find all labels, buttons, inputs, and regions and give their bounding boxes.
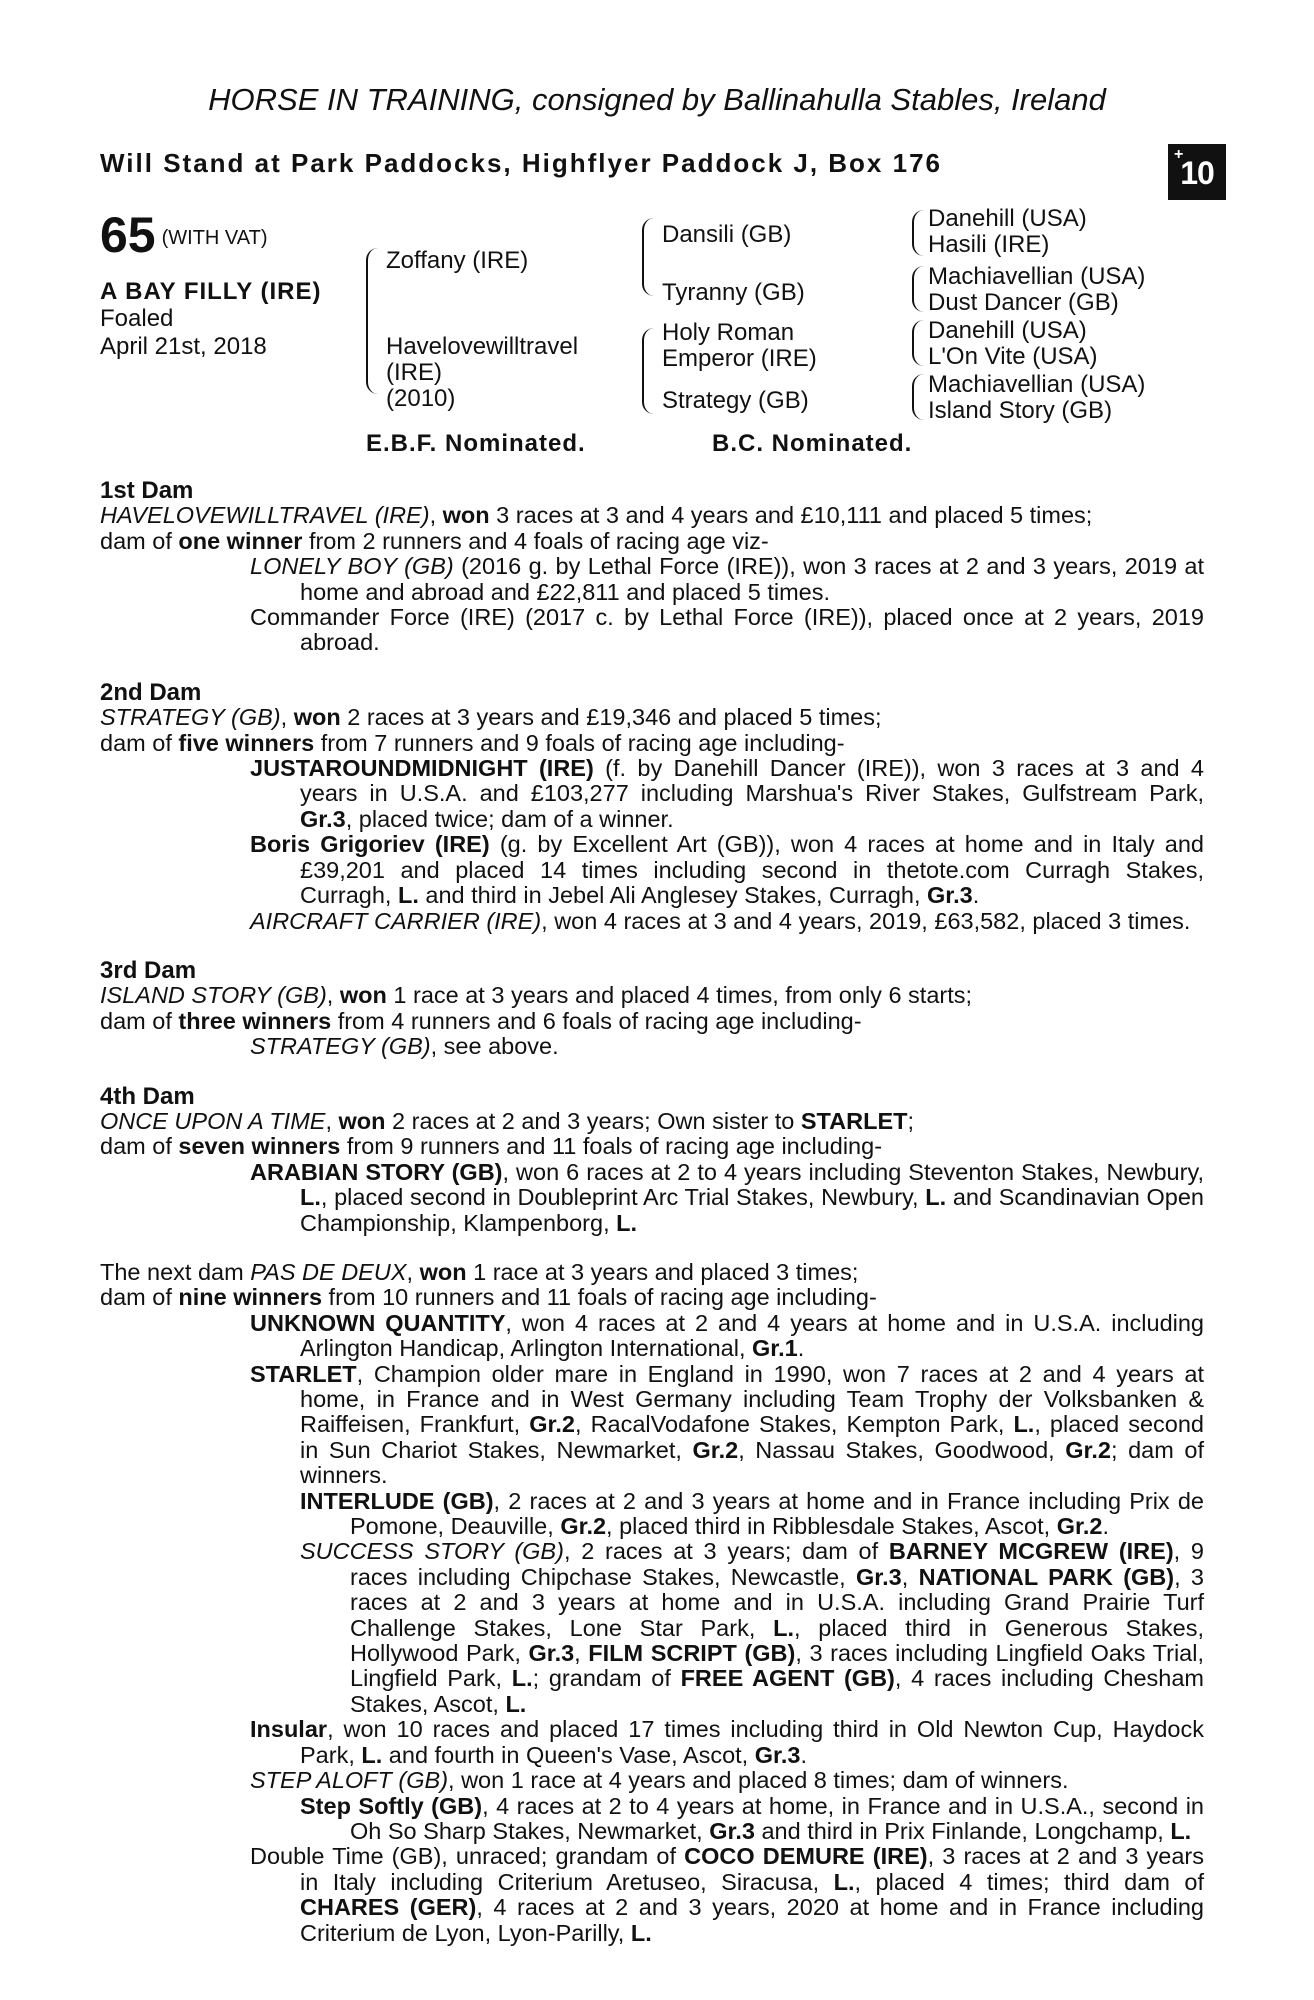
grade: L.	[300, 1184, 321, 1211]
grade: Gr.3	[528, 1640, 575, 1667]
text: ,	[574, 1640, 589, 1667]
text: 1 race at 3 years and placed 4 times, from only 6 starts;	[386, 982, 973, 1009]
grade: Gr.3	[300, 805, 346, 832]
produce-entry	[100, 1362, 1204, 1489]
horse-name: ONCE UPON A TIME	[100, 1107, 326, 1134]
winner-count: three winners	[178, 1007, 332, 1034]
next-dam-produce-line	[100, 1285, 1204, 1310]
next-dam-line: The next dam PAS DE DEUX, won 1 race at 3 years and placed 3 times;	[100, 1258, 859, 1285]
text: ; dam of winners.	[300, 1436, 1204, 1489]
fourth-dam-line: ONCE UPON A TIME, won 2 races at 2 and 3 years; Own sister to STARLET;	[100, 1107, 915, 1134]
pedigree-brace	[366, 248, 378, 394]
lot-number	[100, 206, 268, 264]
dam-line-1: Havelovewilltravel	[386, 333, 579, 360]
second-dam-produce-line	[100, 731, 1204, 756]
text: , 4 races at 2 and 3 years, 2020 at home and in France including Criterium de Lyon, Lyon-Parilly,	[300, 1894, 1204, 1946]
lot-badge	[1168, 144, 1226, 200]
text: from 4 runners and 6 foals of racing age including-	[331, 1007, 862, 1034]
pedigree-brace	[912, 266, 924, 312]
winner-count: five winners	[178, 729, 315, 756]
grade: Gr.3	[709, 1817, 755, 1844]
winner-count: nine winners	[178, 1284, 323, 1311]
text: , placed third in Generous Stakes, Hollywood Park,	[350, 1614, 1204, 1667]
text: , placed twice; dam of a winner.	[345, 805, 674, 832]
text: , won 1 race at 4 years and placed 8 times; dam of winners.	[448, 1767, 1069, 1794]
ancestor: Machiavellian (USA)	[928, 263, 1146, 290]
horse-name: CHARES (GER)	[300, 1894, 477, 1921]
text: 3 races at 3 and 4 years and £10,111 and placed 5 times;	[489, 502, 1093, 529]
horse-name: LONELY BOY (GB)	[250, 553, 454, 580]
produce-record	[100, 478, 1204, 1946]
dam-line-3: (2010)	[386, 385, 456, 412]
produce-entry	[100, 1539, 1204, 1717]
text: (f. by Danehill Dancer (IRE)), won 3 races at 3 and 4 years in U.S.A. and £103,277 including Marshua's River Stakes, Gulfstream Park,	[300, 755, 1204, 807]
text: 1 race at 3 years and placed 3 times;	[466, 1258, 859, 1285]
text: The next dam	[100, 1258, 251, 1285]
badge-number: 10	[1180, 155, 1214, 191]
sire: Zoffany (IRE)	[386, 247, 529, 274]
horse-name: COCO DEMURE (IRE)	[684, 1843, 928, 1870]
ebf-nominated: E.B.F. Nominated.	[366, 430, 586, 457]
horse-name: STRATEGY (GB)	[250, 1033, 431, 1060]
ancestor: Hasili (IRE)	[928, 231, 1050, 258]
produce-entry	[100, 1794, 1204, 1845]
grandsire-2-line-1: Holy Roman	[662, 319, 795, 346]
text: and fourth in Queen's Vase, Ascot,	[382, 1741, 755, 1768]
fourth-dam-heading: 4th Dam	[100, 1082, 195, 1110]
horse-name: AIRCRAFT CARRIER (IRE)	[250, 907, 542, 934]
text: (2016 g. by Lethal Force (IRE)), won 3 races at 2 and 3 years, 2019 at home and abroad and £22,811 and placed 5 times.	[300, 553, 1204, 605]
second-dam-heading: 2nd Dam	[100, 678, 202, 706]
text: , placed 4 times; third dam of	[854, 1868, 1204, 1895]
horse-name: BARNEY MCGREW (IRE)	[888, 1538, 1174, 1565]
text: 2 races at 3 years and £19,346 and placed 5 times;	[340, 704, 882, 731]
winner-count: seven winners	[178, 1133, 341, 1160]
text: , 3 races at 2 and 3 years in Italy including Criterium Aretuseo, Siracusa,	[300, 1843, 1204, 1895]
produce-entry	[100, 1717, 1204, 1768]
text: , 3 races including Lingfield Oaks Trial, Lingfield Park,	[350, 1640, 1205, 1692]
text: , won 6 races at 2 to 4 years including Steventon Stakes, Newbury,	[502, 1158, 1204, 1185]
produce-entry	[100, 1844, 1204, 1946]
won-label: won	[442, 502, 490, 529]
granddam-2: Strategy (GB)	[662, 387, 809, 414]
text: , Champion older mare in England in 1990, won 7 races at 2 and 4 years at home, in France and in West Germany including Team Trophy der Volksbanken & Raiffeisen, Frankfurt,	[300, 1360, 1204, 1438]
horse-name: Boris Grigoriev (IRE)	[250, 831, 490, 858]
horse-name: SUCCESS STORY (GB)	[300, 1538, 564, 1565]
foaled-date: April 21st, 2018	[100, 333, 267, 360]
ancestor: Machiavellian (USA)	[928, 371, 1146, 398]
grade: L.	[1013, 1411, 1035, 1438]
ancestor: Danehill (USA)	[928, 317, 1087, 344]
text: , 2 races at 2 and 3 years at home and in France including Prix de Pomone, Deauville,	[350, 1487, 1204, 1540]
text: and third in Jebel Ali Anglesey Stakes, Curragh,	[418, 882, 928, 909]
horse-name: STEP ALOFT (GB)	[250, 1767, 449, 1794]
text: , 4 races including Chesham Stakes, Ascot,	[350, 1665, 1205, 1717]
foaled-label: Foaled	[100, 305, 174, 332]
horse-name: STRATEGY (GB)	[100, 704, 281, 731]
text: and Scandinavian Open Championship, Klampenborg,	[300, 1184, 1204, 1236]
first-dam-produce-line	[100, 529, 1204, 554]
third-dam-heading: 3rd Dam	[100, 956, 197, 984]
vat-label: (WITH VAT)	[161, 227, 268, 250]
text: and third in Prix Finlande, Longchamp,	[754, 1817, 1171, 1844]
badge-mark: +	[1174, 146, 1183, 163]
horse-name: FREE AGENT (GB)	[680, 1665, 895, 1692]
grade: L.	[630, 1919, 652, 1946]
produce-entry	[100, 1034, 1204, 1059]
ancestor: Danehill (USA)	[928, 205, 1087, 232]
horse-name: UNKNOWN QUANTITY	[250, 1309, 506, 1336]
text: , 4 races at 2 to 4 years at home, in France and in U.S.A., second in Oh So Sharp Stakes, Newmarket,	[350, 1792, 1204, 1844]
text: dam of	[100, 1133, 179, 1160]
horse-name: HAVELOVEWILLTRAVEL (IRE)	[100, 502, 430, 529]
text: from 10 runners and 11 foals of racing age including-	[322, 1284, 877, 1311]
text: , 2 races at 3 years; dam of	[563, 1538, 889, 1565]
text: , won 10 races and placed 17 times including third in Old Newton Cup, Haydock Park,	[300, 1716, 1204, 1768]
horse-name: Step Softly (GB)	[300, 1792, 483, 1819]
produce-entry	[100, 832, 1204, 908]
grade: Gr.2	[692, 1436, 739, 1463]
text: .	[1102, 1513, 1109, 1540]
produce-entry	[100, 554, 1204, 605]
first-dam-heading: 1st Dam	[100, 477, 194, 504]
text: 2 races at 2 and 3 years; Own sister to	[385, 1107, 801, 1134]
pedigree-brace	[912, 374, 924, 420]
second-dam-line: STRATEGY (GB), won 2 races at 3 years and £19,346 and placed 5 times;	[100, 704, 882, 731]
ancestor: L'On Vite (USA)	[928, 343, 1098, 370]
dam-line-2: (IRE)	[386, 359, 442, 386]
text: from 9 runners and 11 foals of racing age including-	[340, 1133, 883, 1160]
grade: Gr.2	[1065, 1436, 1111, 1463]
granddam-1: Tyranny (GB)	[662, 279, 805, 306]
third-dam-produce-line	[100, 1009, 1204, 1034]
grade: Gr.3	[856, 1563, 902, 1590]
grade: Gr.2	[529, 1411, 575, 1438]
produce-entry	[100, 1160, 1204, 1236]
text: , see above.	[430, 1033, 559, 1060]
text: dam of	[100, 1284, 179, 1311]
horse-name: PAS DE DEUX	[250, 1258, 407, 1285]
grade: L.	[616, 1209, 638, 1236]
horse-name: STARLET	[800, 1107, 908, 1134]
won-label: won	[339, 982, 387, 1009]
text: (g. by Excellent Art (GB)), won 4 races at home and in Italy and £39,201 and placed 14 times including second in thetote.com Curragh Stakes, Curragh,	[300, 831, 1204, 909]
produce-entry: Commander Force (IRE) (2017 c. by Lethal Force (IRE)), placed once at 2 years, 2019 abroad.	[250, 604, 1204, 656]
grade: L.	[397, 882, 419, 909]
text: from 7 runners and 9 foals of racing age including-	[314, 729, 845, 756]
lot-number-value: 65	[100, 207, 156, 263]
text: , placed second in Sun Chariot Stakes, Newmarket,	[300, 1411, 1204, 1463]
won-label: won	[293, 704, 341, 731]
produce-entry	[100, 756, 1204, 832]
produce-entry	[100, 1489, 1204, 1540]
text: , placed second in Doubleprint Arc Trial Stakes, Newbury,	[320, 1184, 926, 1211]
grade: L.	[773, 1614, 794, 1641]
grandsire-2-line-2: Emperor (IRE)	[662, 345, 817, 372]
text: dam of	[100, 1007, 179, 1034]
text: , won 4 races at 2 and 4 years at home and in U.S.A. including Arlington Handicap, Arlington International,	[300, 1309, 1204, 1362]
text: .	[797, 1335, 805, 1362]
horse-name: A BAY FILLY (IRE)	[100, 278, 322, 305]
third-dam-line: ISLAND STORY (GB), won 1 race at 3 years and placed 4 times, from only 6 starts;	[100, 982, 973, 1009]
grade: Gr.3	[754, 1741, 801, 1768]
horse-name: FILM SCRIPT (GB)	[588, 1640, 796, 1667]
text: , placed third in Ribblesdale Stakes, Ascot,	[606, 1513, 1057, 1540]
text: .	[972, 882, 980, 909]
produce-entry	[100, 909, 1204, 934]
grandsire-1: Dansili (GB)	[662, 221, 792, 248]
text: , Nassau Stakes, Goodwood,	[738, 1436, 1066, 1463]
grade: L.	[361, 1741, 383, 1768]
text: dam of	[100, 729, 179, 756]
page-title: HORSE IN TRAINING, consigned by Ballinahulla Stables, Ireland	[208, 82, 1106, 117]
text: dam of	[100, 527, 179, 554]
produce-entry	[100, 1768, 1204, 1793]
grade: L.	[1170, 1817, 1192, 1844]
text: , RacalVodafone Stakes, Kempton Park,	[575, 1411, 1014, 1438]
grade: Gr.2	[1056, 1513, 1103, 1540]
pedigree-brace	[912, 210, 924, 256]
horse-name: ARABIAN STORY (GB)	[250, 1158, 503, 1185]
fourth-dam-produce-line	[100, 1134, 1204, 1159]
horse-name: NATIONAL PARK (GB)	[918, 1563, 1175, 1590]
text: Double Time (GB), unraced; grandam of	[250, 1843, 685, 1870]
grade: Gr.3	[927, 882, 973, 909]
grade: L.	[505, 1690, 527, 1717]
grade: L.	[833, 1868, 855, 1895]
text: , 9 races including Chipchase Stakes, Newcastle,	[350, 1538, 1204, 1590]
won-label: won	[419, 1258, 467, 1285]
produce-entry	[100, 1311, 1204, 1362]
text: , won 4 races at 3 and 4 years, 2019, £63,582, placed 3 times.	[541, 907, 1191, 934]
text: from 2 runners and 4 foals of racing age viz-	[302, 527, 769, 554]
grade: Gr.2	[560, 1513, 607, 1540]
pedigree-brace	[642, 218, 654, 296]
horse-name: ISLAND STORY (GB)	[100, 982, 327, 1009]
won-label: won	[338, 1107, 386, 1134]
text: ,	[901, 1563, 919, 1590]
horse-name: Insular	[250, 1716, 328, 1743]
horse-name: INTERLUDE (GB)	[300, 1487, 494, 1514]
text: , 3 races at 2 and 3 years at home and in U.S.A. including Grand Prairie Turf Challenge Stakes, Lone Star Park,	[350, 1563, 1204, 1641]
winner-count: one winner	[178, 527, 303, 554]
grade: Gr.1	[752, 1335, 798, 1362]
horse-name: JUSTAROUNDMIDNIGHT (IRE)	[250, 755, 594, 782]
stand-location: Will Stand at Park Paddocks, Highflyer Paddock J, Box 176	[100, 148, 942, 178]
first-dam-line: HAVELOVEWILLTRAVEL (IRE), won 3 races at 3 and 4 years and £10,111 and placed 5 times;	[100, 502, 1093, 529]
grade: L.	[511, 1665, 533, 1692]
bc-nominated: B.C. Nominated.	[712, 430, 913, 457]
ancestor: Dust Dancer (GB)	[928, 289, 1119, 316]
text: .	[800, 1741, 807, 1768]
horse-name: STARLET	[250, 1360, 357, 1387]
text: ; grandam of	[532, 1665, 681, 1692]
pedigree-brace	[912, 320, 924, 366]
ancestor: Island Story (GB)	[928, 397, 1113, 424]
pedigree-brace	[642, 328, 654, 414]
grade: L.	[925, 1184, 947, 1211]
text: ;	[907, 1107, 915, 1134]
